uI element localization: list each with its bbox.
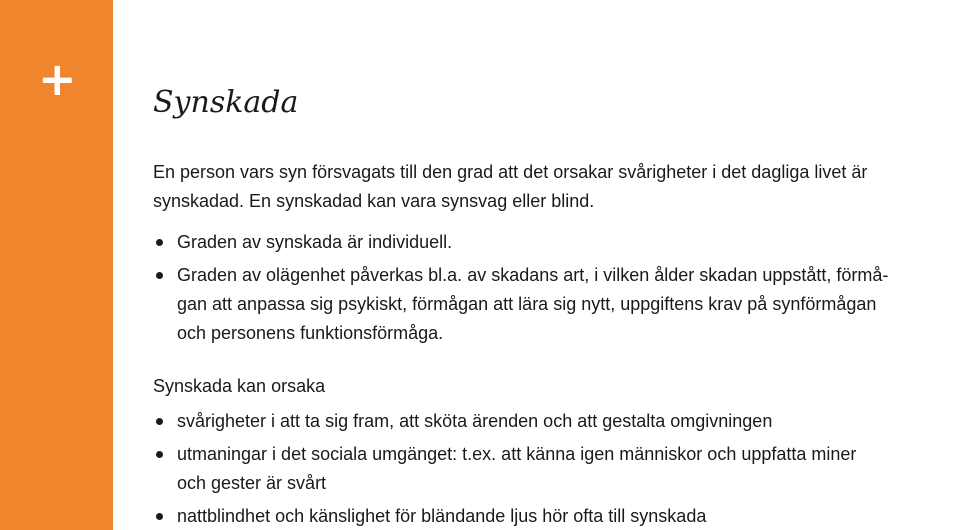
list-item	[153, 440, 959, 498]
list-item-text: Graden av synskada är individuell.	[177, 232, 453, 252]
page-title: Synskada	[153, 85, 299, 120]
list-item-text: gan att anpassa sig psykiskt, förmågan att lära sig nytt, uppgiftens krav på synförmågan	[177, 294, 877, 314]
list-item-text: Graden av olägenhet påverkas bl.a. av skadans art, i vilken ålder skadan uppstått, förmå-	[177, 265, 889, 285]
bullet-dot-icon	[156, 451, 163, 458]
list-item	[153, 502, 959, 530]
bullet-list-severity	[153, 228, 959, 352]
intro-paragraph	[153, 158, 953, 216]
bullet-dot-icon	[156, 272, 163, 279]
accent-sidebar	[0, 0, 113, 530]
list-item-text: svårigheter i att ta sig fram, att sköta ärenden och att gestalta omgivningen	[177, 411, 773, 431]
list-item-text: utmaningar i det sociala umgänget: t.ex. att känna igen människor och uppfatta miner	[177, 444, 857, 464]
bullet-dot-icon	[156, 239, 163, 246]
intro-line: synskadad. En synskadad kan vara synsvag eller blind.	[153, 191, 595, 211]
plus-icon: +	[38, 52, 77, 106]
list-item	[153, 407, 959, 436]
bullet-dot-icon	[156, 418, 163, 425]
list-item-text: och gester är svårt	[177, 473, 327, 493]
list-item-text: och personens funktionsförmåga.	[177, 323, 444, 343]
bullet-list-consequences	[153, 407, 959, 530]
subheading: Synskada kan orsaka	[153, 376, 326, 396]
intro-line: En person vars syn försvagats till den grad att det orsakar svårigheter i det dagliga livet är	[153, 162, 868, 182]
list-item	[153, 261, 959, 348]
list-item-text: nattblindhet och känslighet för bländande ljus hör ofta till synskada	[177, 506, 707, 526]
list-item	[153, 228, 959, 257]
bullet-dot-icon	[156, 513, 163, 520]
